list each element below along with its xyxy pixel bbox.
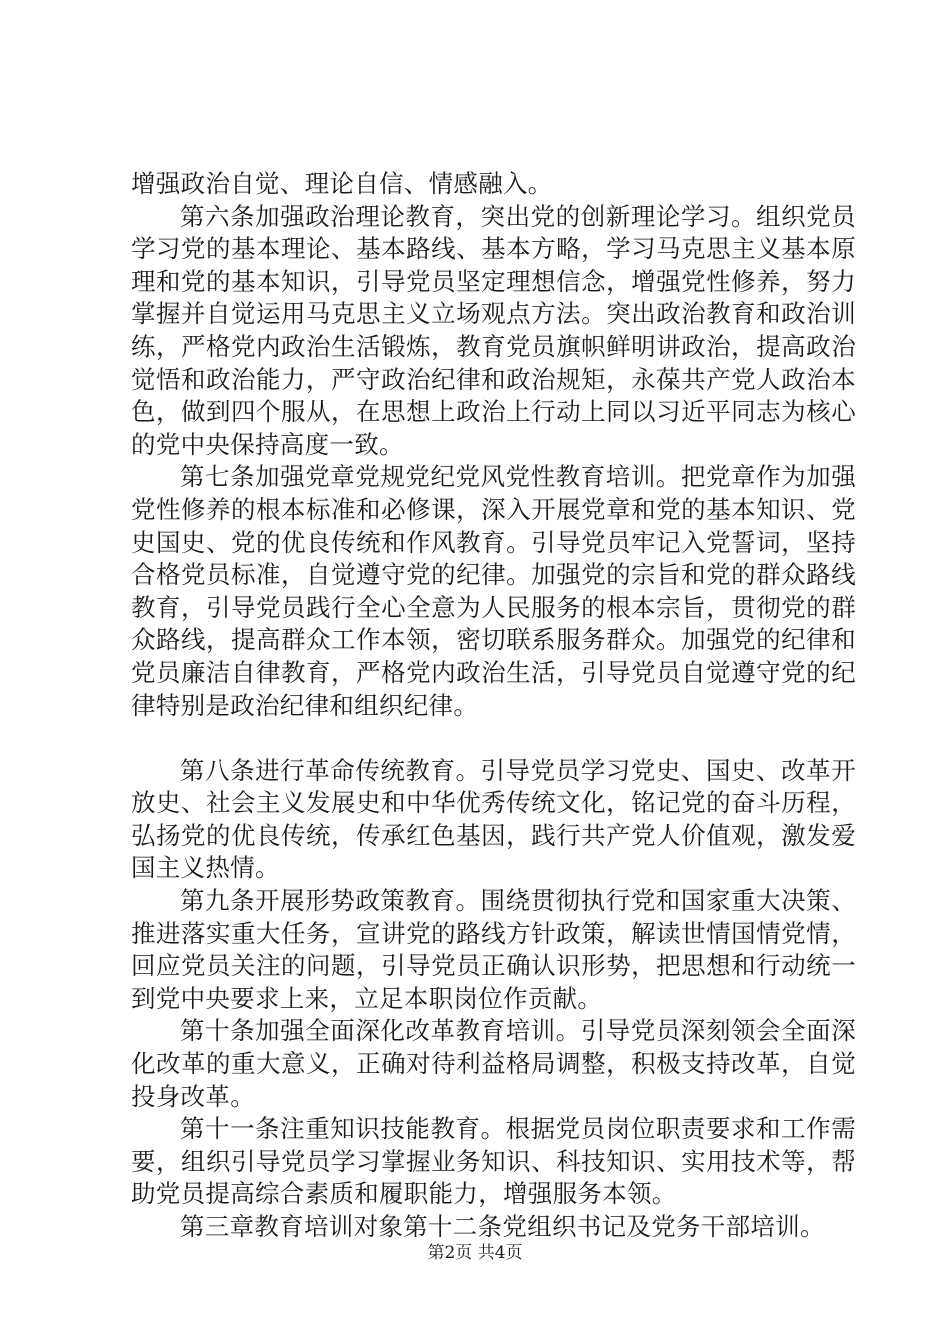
paragraph-continuation: 增强政治自觉、理论自信、情感融入。 [131, 169, 553, 198]
paragraph-article-10: 第十条加强全面深化改革教育培训。引导党员深刻领会全面深化改革的重大意义，正确对待利益格局调整，积极支持改革，自觉投身改革。 [131, 1016, 856, 1111]
paragraph-article-8: 第八条进行革命传统教育。引导党员学习党史、国史、改革开放史、社会主义发展史和中华优秀传统文化，铭记党的奋斗历程，弘扬党的优良传统，传承红色基因，践行共产党人价值观，激发爱国主义热情。 [131, 755, 856, 883]
paragraph-article-7: 第七条加强党章党规党纪党风党性教育培训。把党章作为加强党性修养的根本标准和必修课，深入开展党章和党的基本知识、党史国史、党的优良传统和作风教育。引导党员牢记入党誓词，坚持合格党员标准，自觉遵守党的纪律。加强党的宗旨和党的群众路线教育，引导党员践行全心全意为人民服务的根本宗旨，贯彻党的群众路线，提高群众工作本领，密切联系服务群众。加强党的纪律和党员廉洁自律教育，严格党内政治生活，引导党员自觉遵守党的纪律特别是政治纪律和组织纪律。 [131, 462, 856, 720]
paragraph-spacer [131, 722, 856, 755]
document-body [131, 168, 856, 1244]
paragraph-article-11: 第十一条注重知识技能教育。根据党员岗位职责要求和工作需要，组织引导党员学习掌握业务知识、科技知识、实用技术等，帮助党员提高综合素质和履职能力，增强服务本领。 [131, 1114, 856, 1209]
paragraph-article-6: 第六条加强政治理论教育，突出党的创新理论学习。组织党员学习党的基本理论、基本路线、基本方略，学习马克思主义基本原理和党的基本知识，引导党员坚定理想信念，增强党性修养，努力掌握并自觉运用马克思主义立场观点方法。突出政治教育和政治训练，严格党内政治生活锻炼，教育党员旗帜鲜明讲政治，提高政治觉悟和政治能力，严守政治纪律和政治规矩，永葆共产党人政治本色，做到四个服从，在思想上政治上行动上同以习近平同志为核心的党中央保持高度一致。 [131, 201, 856, 459]
paragraph-chapter-3: 第三章教育培训对象第十二条党组织书记及党务干部培训。 [180, 1212, 825, 1241]
page-footer [0, 1242, 950, 1264]
paragraph-article-9: 第九条开展形势政策教育。围绕贯彻执行党和国家重大决策、推进落实重大任务，宣讲党的路线方针政策，解读世情国情党情，回应党员关注的问题，引导党员正确认识形势，把思想和行动统一到党中央要求上来，立足本职岗位作贡献。 [131, 886, 856, 1013]
page-number-label: 第2页 共4页 [427, 1243, 523, 1263]
